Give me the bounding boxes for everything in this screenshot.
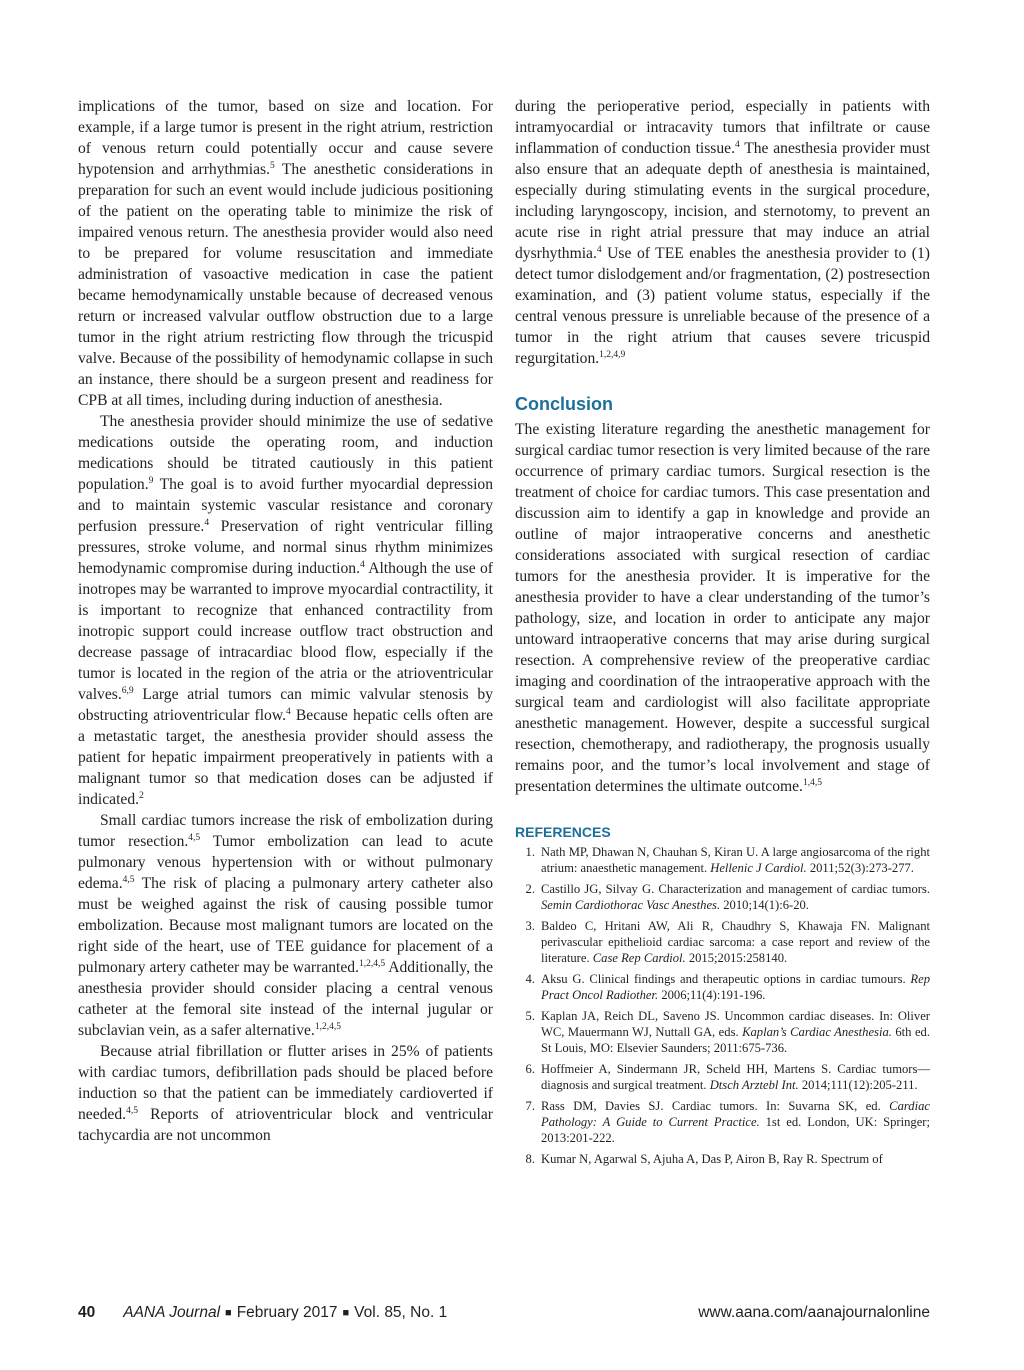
reference-text (541, 1061, 930, 1093)
left-column (78, 96, 493, 1146)
text-run: The anesthesia provider should minimize the use of sedative medications outside the operating room, and induction medications should be titrated cautiously in this patient population. (78, 413, 493, 493)
citation-superscript: 4,5 (188, 833, 201, 843)
footer-separator: ■ (342, 1307, 350, 1319)
body-paragraph (78, 1041, 493, 1146)
text-run: Tumor embolization can lead to acute pulmonary venous hypertension with or without pulmonary edema. (78, 833, 493, 892)
reference-item (515, 971, 930, 1003)
citation-superscript: 4 (596, 245, 602, 255)
reference-item (515, 881, 930, 913)
reference-number: 8. (525, 1152, 535, 1166)
journal-title-italic: Case Rep Cardiol. (592, 951, 686, 965)
text-run: 2006;11(4):191-196. (658, 988, 766, 1002)
journal-title-italic: Kaplan’s Cardiac Anesthesia. (742, 1025, 892, 1039)
reference-number: 1. (525, 845, 535, 859)
footer-separator: ■ (225, 1307, 232, 1319)
journal-title-italic: Semin Cardiothorac Vasc Anesthes. (541, 898, 721, 912)
text-run: 2014;111(12):205-211. (798, 1078, 918, 1092)
text-run: Use of TEE enables the anesthesia provider to (1) detect tumor dislodgement and/or fragmentation, (2) postresection examination, and (3) patient volume status, especially if the central venous pressure is unreliable because of the presence of a tumor in the right atrium that causes severe tricuspid regurgitation. (515, 245, 930, 367)
body-paragraph (78, 810, 493, 1041)
text-run: 2010;14(1):6-20. (720, 898, 809, 912)
citation-superscript: 5 (270, 161, 275, 171)
text-run: Kumar N, Agarwal S, Ajuha A, Das P, Airon B, Ray R. Spectrum of (541, 1152, 883, 1166)
right-column (515, 96, 930, 1172)
page-footer (78, 1304, 930, 1322)
citation-superscript: 1,4,5 (802, 778, 822, 788)
citation-superscript: 9 (148, 476, 154, 486)
text-run: Nath MP, Dhawan N, Chauhan S, Kiran U. A large angiosarcoma of the right atrium: anaesthetic management. (541, 845, 930, 875)
reference-number: 4. (525, 972, 535, 986)
body-paragraph (515, 96, 930, 369)
citation-superscript: 1,2,4,5 (359, 959, 386, 969)
reference-item (515, 1061, 930, 1093)
citation-superscript: 2 (139, 791, 144, 801)
text-run: Preservation of right ventricular filling pressures, stroke volume, and normal sinus rhythm minimizes hemodynamic compromise during induction. (78, 518, 493, 577)
conclusion-section (515, 419, 930, 797)
page-number: 40 (78, 1304, 96, 1321)
conclusion-paragraph (515, 419, 930, 797)
reference-text (541, 971, 930, 1003)
text-run: Aksu G. Clinical findings and therapeutic options in cardiac tumours. (541, 972, 911, 986)
journal-url: www.aana.com/aanajournalonline (698, 1304, 930, 1321)
volume-issue: Vol. 85, No. 1 (354, 1304, 448, 1321)
text-run: Small cardiac tumors increase the risk of embolization during tumor resection. (78, 812, 493, 850)
text-run: The anesthesia provider must also ensure that an adequate depth of anesthesia is maintained, especially during stimulating events in the surgical procedure, including laryngoscopy, incision, and sternotomy, to prevent an acute rise in right atrial pressure that may induce an atrial dysrhythmia. (515, 140, 930, 262)
text-run: Because hepatic cells often are a metastatic target, the anesthesia provider should assess the patient for hepatic impairment preoperatively in patients with a malignant tumor so that medication doses can be adjusted if indicated. (78, 707, 493, 808)
text-run: 2015;2015:258140. (685, 951, 788, 965)
text-run: 6th ed. St Louis, MO: Elsevier Saunders; 2011:675-736. (541, 1025, 930, 1055)
reference-text (541, 1098, 930, 1146)
citation-superscript: 4 (735, 140, 740, 150)
citation-superscript: 1,2,4,5 (314, 1022, 341, 1032)
text-run: Additionally, the anesthesia provider should consider placing a central venous catheter at the femoral site instead of the internal jugular or subclavian vein, as a safer alternative. (78, 959, 494, 1039)
text-run: The goal is to avoid further myocardial depression and to maintain systemic vascular resistance and coronary perfusion pressure. (78, 476, 493, 535)
citation-superscript: 4 (286, 707, 291, 717)
body-paragraph (78, 96, 493, 411)
reference-item (515, 1098, 930, 1146)
reference-item (515, 918, 930, 966)
text-run: The risk of placing a pulmonary artery catheter also must be weighed against the risk of causing possible tumor embolization. Because most malignant tumors are located on the right side of the heart, use of TEE guidance for placement of a pulmonary artery catheter may be warranted. (78, 875, 493, 976)
body-paragraph (78, 411, 493, 810)
references-heading: REFERENCES (515, 824, 611, 840)
text-run: Baldeo C, Hritani AW, Ali R, Chaudhry S, Khawaja FN. Malignant perivascular epithelioid cardiac sarcoma: a case report and review of the literature. (541, 919, 930, 965)
text-run: Large atrial tumors can mimic valvular stenosis by obstructing atrioventricular flow. (78, 686, 493, 724)
text-run: Reports of atrioventricular block and ventricular tachycardia are not uncommon (78, 1106, 493, 1144)
text-run: Hoffmeier A, Sindermann JR, Scheld HH, Martens S. Cardiac tumors—diagnosis and surgical treatment. (541, 1062, 930, 1092)
text-run: Although the use of inotropes may be warranted to improve myocardial contractility, it is important to recognize that enhanced contractility from inotropic support could increase outflow tract obstruction and decrease passage of intracardiac blood flow, especially if the tumor is located in the region of the atria or the atrioventricular valves. (78, 560, 493, 703)
text-run: Castillo JG, Silvay G. Characterization and management of cardiac tumors. (541, 882, 930, 896)
reference-item (515, 1008, 930, 1056)
reference-text (541, 1151, 930, 1167)
reference-number: 7. (525, 1099, 535, 1113)
citation-superscript: 6,9 (121, 686, 134, 696)
reference-text (541, 881, 930, 913)
reference-number: 5. (525, 1009, 535, 1023)
text-run: during the perioperative period, especially in patients with intramyocardial or intracavity tumors that infiltrate or cause inflammation of conduction tissue. (515, 98, 930, 157)
journal-title-italic: Cardiac Pathology: A Guide to Current Practice. (541, 1099, 930, 1129)
reference-text (541, 918, 930, 966)
reference-text (541, 1008, 930, 1056)
reference-item (515, 1151, 930, 1167)
text-run: The anesthetic considerations in preparation for such an event would include judicious positioning of the patient on the operating table to minimize the risk of impaired venous return. The anesthesia provider would also need to be prepared for volume resuscitation and immediate administration of vasoactive medication in case the patient became hemodynamically unstable because of decreased venous return or increased valvular outflow obstruction due to a large tumor in the right atrium restricting flow through the tricuspid valve. Because of the possibility of hemodynamic collapse in such an instance, there should be a surgeon present and readiness for CPB at all times, including during induction of anesthesia. (78, 161, 493, 409)
reference-number: 3. (525, 919, 535, 933)
reference-number: 6. (525, 1062, 535, 1076)
text-run: Because atrial fibrillation or flutter arises in 25% of patients with cardiac tumors, defibrillation pads should be placed before induction so that the patient can be immediately cardioverted if needed. (78, 1043, 493, 1123)
text-run: Rass DM, Davies SJ. Cardiac tumors. In: Suvarna SK, ed. (541, 1099, 890, 1113)
citation-superscript: 4 (204, 518, 210, 528)
text-run: Kaplan JA, Reich DL, Saveno JS. Uncommon cardiac diseases. In: Oliver WC, Mauermann WJ, Nuttall GA, eds. (541, 1009, 930, 1039)
references-list (515, 844, 930, 1167)
journal-title-italic: Rep Pract Oncol Radiother. (541, 972, 930, 1002)
reference-item (515, 844, 930, 876)
journal-title-italic: Dtsch Arztebl Int. (709, 1078, 799, 1092)
journal-title-italic: Hellenic J Cardiol. (710, 861, 807, 875)
citation-superscript: 4,5 (126, 1106, 138, 1116)
journal-name: AANA Journal (123, 1304, 221, 1321)
reference-number: 2. (525, 882, 535, 896)
right-continuation (515, 96, 930, 369)
citation-superscript: 4,5 (122, 875, 135, 885)
text-run: implications of the tumor, based on size and location. For example, if a large tumor is present in the right atrium, restriction of venous return could potentially occur and cause severe hypotension and arrhythmias. (78, 98, 493, 178)
citation-superscript: 1,2,4,9 (599, 350, 626, 360)
text-run: 1st ed. London, UK: Springer; 2013:201-222. (541, 1115, 930, 1145)
text-run: 2011;52(3):273-277. (806, 861, 914, 875)
issue-date: February 2017 (236, 1304, 338, 1321)
citation-superscript: 4 (359, 560, 365, 570)
reference-text (541, 844, 930, 876)
text-run: The existing literature regarding the anesthetic management for surgical cardiac tumor resection is very limited because of the rare occurrence of primary cardiac tumors. Surgical resection is the treatment of choice for cardiac tumors. This case presentation and discussion aim to identify a gap in knowledge and provide an outline of major intraoperative concerns and anesthetic considerations associated with surgical resection of cardiac tumors for the anesthesia provider. It is imperative for the anesthesia provider to have a clear understanding of the tumor’s pathology, size, and location in order to anticipate any major untoward intraoperative concerns that may arise during surgical resection. A comprehensive review of the preoperative cardiac imaging and coordination of the intraoperative approach with the surgical team and cardiologist will also facilitate appropriate anesthetic management. However, despite a successful surgical resection, chemotherapy, and radiotherapy, the prognosis usually remains poor, and the tumor’s local involvement and stage of presentation determines the ultimate outcome. (515, 421, 930, 795)
conclusion-heading: Conclusion (515, 394, 613, 414)
